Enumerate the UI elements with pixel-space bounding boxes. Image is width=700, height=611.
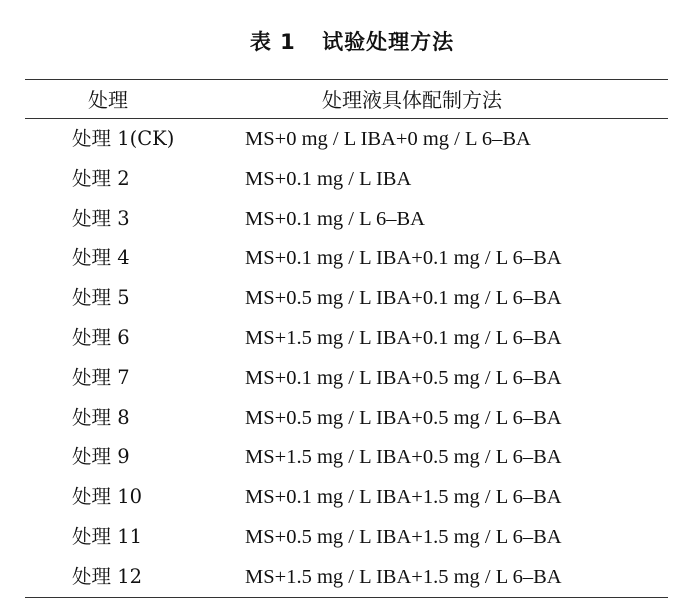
table-row <box>0 281 700 321</box>
treatment-cell: 处理 1(CK) <box>72 127 175 150</box>
table-caption <box>0 26 700 56</box>
method-cell: MS+0.1 mg / L IBA+1.5 mg / L 6–BA <box>245 486 562 509</box>
method-cell: MS+1.5 mg / L IBA+0.5 mg / L 6–BA <box>245 446 562 469</box>
table-row <box>0 162 700 202</box>
table-header-rule <box>25 118 668 119</box>
column-header-method: 处理液具体配制方法 <box>322 88 502 112</box>
method-cell: MS+0.1 mg / L 6–BA <box>245 207 425 230</box>
method-cell: MS+0.5 mg / L IBA+1.5 mg / L 6–BA <box>245 525 562 548</box>
treatment-cell: 处理 2 <box>72 166 130 190</box>
method-cell: MS+0.5 mg / L IBA+0.1 mg / L 6–BA <box>245 287 562 310</box>
table-number: 表 1 <box>249 30 296 54</box>
table-row <box>0 520 700 560</box>
table-row <box>0 401 700 441</box>
method-cell: MS+0.1 mg / L IBA+0.1 mg / L 6–BA <box>245 247 562 270</box>
column-header-treatment: 处理 <box>88 88 128 112</box>
method-cell: MS+0 mg / L IBA+0 mg / L 6–BA <box>245 128 531 150</box>
treatment-cell: 处理 5 <box>72 286 130 310</box>
treatment-cell: 处理 11 <box>72 524 143 548</box>
treatment-cell: 处理 7 <box>72 365 130 389</box>
table-row <box>0 122 700 162</box>
table-row <box>0 560 700 600</box>
treatment-cell: 处理 4 <box>72 246 130 270</box>
treatment-cell: 处理 8 <box>72 405 130 429</box>
table-bottom-rule <box>25 597 668 598</box>
treatment-cell: 处理 10 <box>72 485 143 509</box>
method-cell: MS+0.1 mg / L IBA <box>245 167 412 190</box>
method-cell: MS+0.5 mg / L IBA+0.5 mg / L 6–BA <box>245 406 562 429</box>
table-top-rule <box>25 79 668 80</box>
treatment-cell: 处理 12 <box>72 564 143 588</box>
method-cell: MS+1.5 mg / L IBA+1.5 mg / L 6–BA <box>245 565 562 588</box>
treatment-cell: 处理 3 <box>72 206 130 230</box>
table-row <box>0 361 700 401</box>
table-body <box>0 122 700 600</box>
method-cell: MS+1.5 mg / L IBA+0.1 mg / L 6–BA <box>245 326 562 349</box>
table-row <box>0 440 700 480</box>
table-row <box>0 480 700 520</box>
table-row <box>0 202 700 242</box>
table-title: 试验处理方法 <box>322 30 455 54</box>
treatment-cell: 处理 6 <box>72 325 130 349</box>
table-row <box>0 241 700 281</box>
table-row <box>0 321 700 361</box>
method-cell: MS+0.1 mg / L IBA+0.5 mg / L 6–BA <box>245 366 562 389</box>
treatment-cell: 处理 9 <box>72 445 130 469</box>
